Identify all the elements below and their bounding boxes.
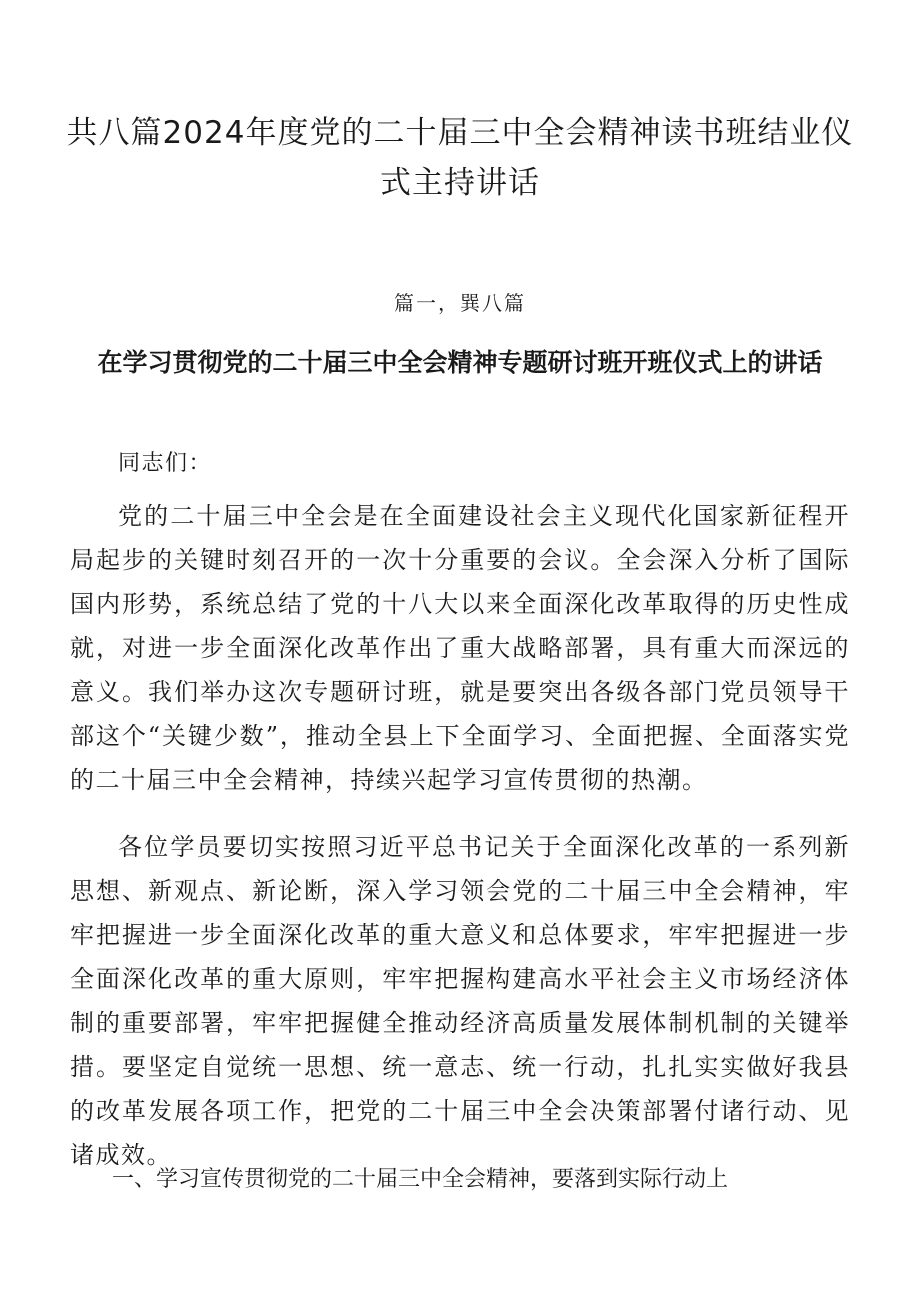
salutation: 同志们： [118, 451, 213, 476]
body-paragraph: 党的二十届三中全会是在全面建设社会主义现代化国家新征程开局起步的关键时刻召开的一次十分重要的会议。全会深入分析了国际国内形势，系统总结了党的十八大以来全面深化改革取得的历史性成就，对进一步全面深化改革作出了重大战略部署，具有重大而深远的意义。我们举办这次专题研讨班，就是要突出各级各部门党员领导干部这个“关键少数”，推动全县上下全面学习、全面把握、全面落实党的二十届三中全会精神，持续兴起学习宣传贯彻的热潮。 [70, 502, 850, 794]
section-heading: 一、学习宣传贯彻党的二十届三中全会精神，要落到实际行动上 [112, 1167, 729, 1192]
document-title: 共八篇2024年度党的二十届三中全会精神读书班结业仪式主持讲话 [66, 115, 854, 201]
speech-title: 在学习贯彻党的二十届三中全会精神专题研讨班开班仪式上的讲话 [97, 348, 823, 377]
body-paragraph: 各位学员要切实按照习近平总书记关于全面深化改革的一系列新思想、新观点、新论断，深入学习领会党的二十届三中全会精神，牢牢把握进一步全面深化改革的重大意义和总体要求，牢牢把握进一步全面深化改革的重大原则，牢牢把握构建高水平社会主义市场经济体制的重要部署，牢牢把握健全推动经济高质量发展体制机制的关键举措。要坚定自觉统一思想、统一意志、统一行动，扎扎实实做好我县的改革发展各项工作，把党的二十届三中全会决策部署付诸行动、见诸成效。 [70, 833, 850, 1169]
section-label: 篇一，巽八篇 [394, 291, 526, 315]
